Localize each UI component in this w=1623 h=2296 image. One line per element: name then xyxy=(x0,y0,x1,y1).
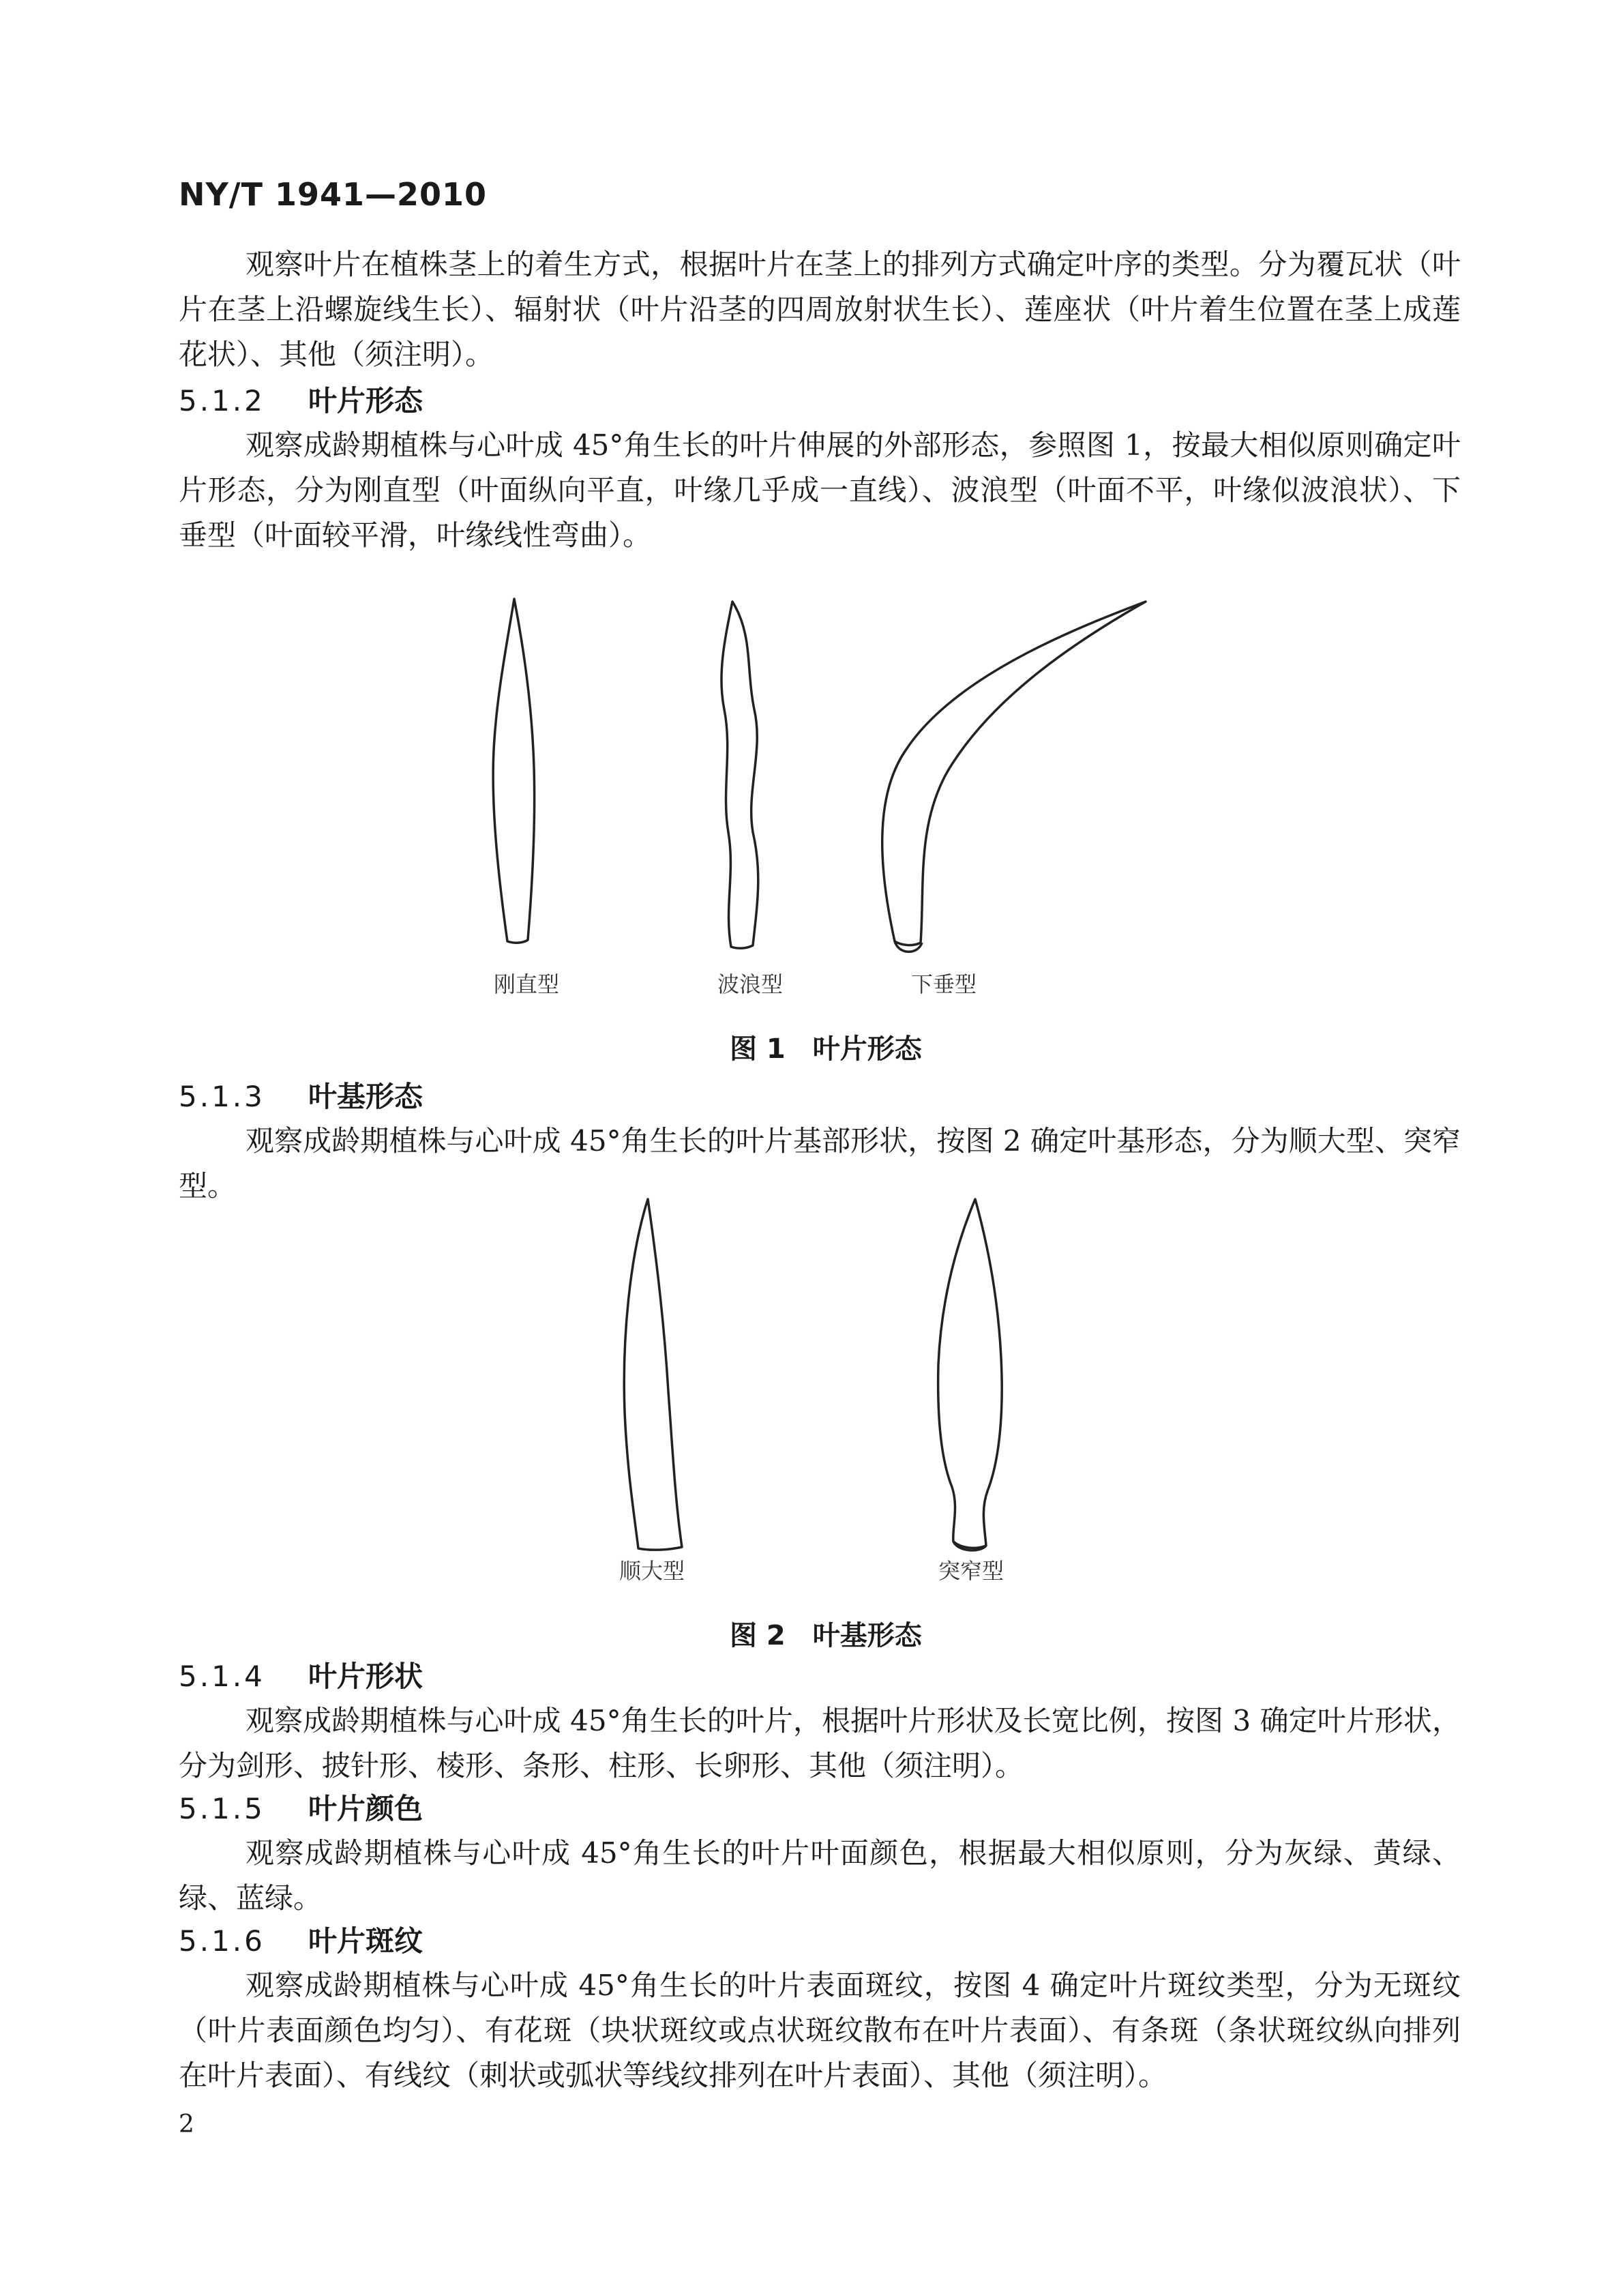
section-title: 叶片斑纹 xyxy=(308,1924,423,1958)
figure-1-label: 图 1 xyxy=(730,1033,786,1065)
leaf-abrupt-base-drawing xyxy=(938,1199,1002,1548)
caption-drooping: 下垂型 xyxy=(911,971,977,997)
paragraph-leaf-shape: 观察成龄期植株与心叶成 45°角生长的叶片，根据叶片形状及长宽比例，按图 3 确定叶片形状，分为剑形、披针形、棱形、条形、柱形、长卵形、其他（须注明）。 xyxy=(179,1704,1461,1782)
section-number: 5.1.4 xyxy=(179,1660,265,1693)
caption-straight: 刚直型 xyxy=(494,971,560,997)
paragraph-leaf-posture: 观察成龄期植株与心叶成 45°角生长的叶片伸展的外部形态，参照图 1，按最大相似原则确定叶片形态，分为刚直型（叶面纵向平直，叶缘几乎成一直线）、波浪型（叶面不平，叶缘似波浪状）、下垂型（叶面较平滑，叶缘线性弯曲）。 xyxy=(179,428,1461,552)
section-heading-5-1-6 xyxy=(179,1921,423,1962)
section-heading-5-1-3 xyxy=(179,1076,423,1117)
figure-1-leaf-shapes xyxy=(409,587,1227,969)
section-title: 叶片颜色 xyxy=(308,1792,423,1825)
figure-2-title: 叶基形态 xyxy=(812,1620,922,1651)
leaf-drooping-drawing xyxy=(882,602,1146,945)
figure-1-caption xyxy=(730,1027,922,1066)
section-number: 5.1.6 xyxy=(179,1924,265,1958)
paragraph-leaf-arrangement: 观察叶片在植株茎上的着生方式，根据叶片在茎上的排列方式确定叶序的类型。分为覆瓦状（叶片在茎上沿螺旋线生长）、辐射状（叶片沿茎的四周放射状生长）、莲座状（叶片着生位置在茎上成莲花状）、其他（须注明）。 xyxy=(179,248,1461,371)
section-number: 5.1.2 xyxy=(179,384,265,417)
figure-1-title: 叶片形态 xyxy=(812,1033,922,1065)
caption-wavy: 波浪型 xyxy=(717,971,784,997)
section-title: 叶基形态 xyxy=(308,1080,423,1113)
leaf-straight-drawing xyxy=(493,599,534,943)
figure-2-label: 图 2 xyxy=(730,1620,786,1651)
caption-gradual-base: 顺大型 xyxy=(619,1558,685,1584)
section-number: 5.1.5 xyxy=(179,1792,265,1825)
paragraph-leaf-color: 观察成龄期植株与心叶成 45°角生长的叶片叶面颜色，根据最大相似原则，分为灰绿、黄绿、绿、蓝绿。 xyxy=(179,1836,1461,1915)
section-heading-5-1-4 xyxy=(179,1656,423,1697)
section-number: 5.1.3 xyxy=(179,1080,265,1113)
standard-number: NY/T 1941—2010 xyxy=(179,176,488,213)
section-title: 叶片形状 xyxy=(308,1660,423,1693)
section-heading-5-1-5 xyxy=(179,1789,423,1829)
leaf-gradual-base-drawing xyxy=(624,1199,682,1550)
leaf-wavy-drawing xyxy=(721,602,758,948)
page-number: 2 xyxy=(179,2110,194,2138)
section-title: 叶片形态 xyxy=(308,384,423,417)
section-heading-5-1-2 xyxy=(179,381,423,422)
paragraph-leaf-base: 观察成龄期植株与心叶成 45°角生长的叶片基部形状，按图 2 确定叶基形态，分为顺大型、突窄型。 xyxy=(179,1124,1461,1203)
paragraph-leaf-markings: 观察成龄期植株与心叶成 45°角生长的叶片表面斑纹，按图 4 确定叶片斑纹类型，分为无斑纹（叶片表面颜色均匀）、有花斑（块状斑纹或点状斑纹散布在叶片表面）、有条斑（条状斑纹纵向排列在叶片表面）、有线纹（刺状或弧状等线纹排列在叶片表面）、其他（须注明）。 xyxy=(179,1969,1461,2092)
figure-2-caption xyxy=(730,1614,922,1653)
figure-2-leaf-bases xyxy=(573,1187,1091,1569)
caption-abrupt-base: 突窄型 xyxy=(938,1558,1004,1584)
